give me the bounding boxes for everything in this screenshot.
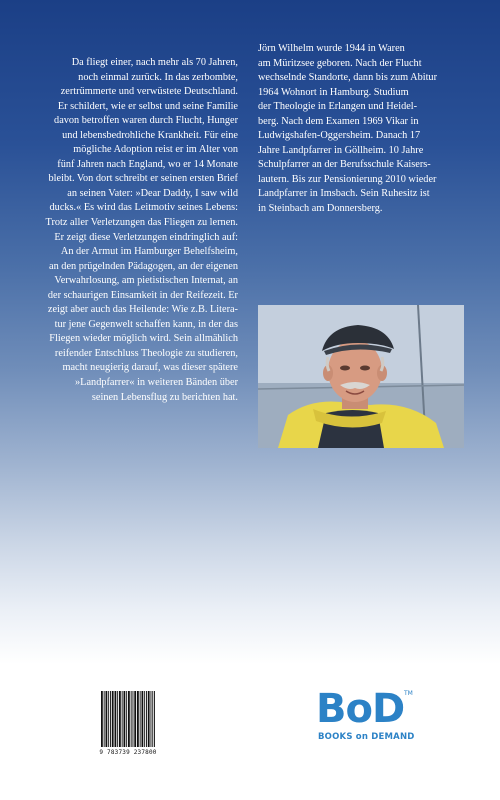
- logo-subtitle: BOOKS on DEMAND: [318, 732, 415, 742]
- blurb-line: an seinen Vater: »Dear Daddy, I saw wild: [67, 187, 238, 199]
- blurb-line: mögliche Adoption reist er im Alter von: [73, 144, 238, 156]
- isbn-barcode: [98, 689, 158, 765]
- bod-publisher-logo: [316, 688, 416, 746]
- bio-line: am Müritzsee geboren. Nach der Flucht: [258, 57, 422, 69]
- logo-trademark: TM: [404, 690, 413, 697]
- blurb-line: Er zeigt diese Verletzungen eindringlich auf:: [54, 231, 238, 243]
- blurb-line: »Landpfarrer« in weiteren Bänden über: [75, 377, 238, 389]
- bio-line: lautern. Bis zur Pensionierung 2010 wieder: [258, 173, 437, 185]
- blurb-line: an den prügelnden Pädagogen, an der eigenen: [49, 260, 238, 272]
- bio-line: 1964 Wohnort in Hamburg. Studium: [258, 86, 409, 98]
- blurb-line: fünf Jahren nach England, wo er 14 Monate: [57, 158, 238, 170]
- blurb-line: macht neugierig darauf, was dieser spätere: [62, 362, 238, 374]
- blurb-line: An der Armut im Hamburger Behelfsheim,: [60, 246, 238, 258]
- blurb-line: der schaurigen Einsamkeit in der Reifezeit. Er: [47, 289, 238, 301]
- author-bio: [258, 42, 468, 217]
- author-portrait-illustration: [258, 305, 464, 448]
- bio-line: Jahre Landpfarrer in Göllheim. 10 Jahre: [258, 144, 424, 156]
- blurb-text: [38, 56, 238, 405]
- blurb-line: seinen Lebensflug zu berichten hat.: [91, 391, 238, 403]
- barcode-bars: [98, 689, 158, 749]
- bio-line: Schulpfarrer an der Berufsschule Kaisers-: [258, 159, 431, 171]
- blurb-line: Trotz aller Verletzungen das Fliegen zu lernen.: [45, 217, 238, 229]
- bio-line: in Steinbach am Donnersberg.: [258, 203, 383, 215]
- blurb-line: Er schildert, wie er selbst und seine Familie: [57, 100, 238, 112]
- blurb-line: bleibt. Von dort schreibt er seinen ersten Brief: [48, 173, 238, 185]
- blurb-line: ducks.« Es wird das Leitmotiv seines Lebens:: [49, 202, 238, 214]
- blurb-line: davon betroffen waren durch Flucht, Hunger: [54, 115, 238, 127]
- bio-line: Landpfarrer in Imsbach. Sein Ruhesitz ist: [258, 188, 430, 200]
- logo-text: BoD: [316, 686, 405, 732]
- blurb-line: Fliegen wieder möglich wird. Sein allmählich: [49, 333, 238, 345]
- barcode-digits: 9 783739 237800: [99, 749, 157, 756]
- blurb-line: Da fliegt einer, nach mehr als 70 Jahren,: [71, 57, 238, 68]
- blurb-line: reifender Entschluss Theologie zu studieren,: [54, 347, 238, 359]
- blurb-line: zertrümmerte und verwüstete Deutschland.: [60, 86, 238, 98]
- bio-line: der Theologie in Erlangen und Heidel-: [258, 101, 418, 113]
- bio-line: Ludwigshafen-Oggersheim. Danach 17: [258, 130, 421, 142]
- bio-line: wechselnde Standorte, dann bis zum Abitur: [258, 72, 438, 84]
- blurb-line: noch einmal zurück. In das zerbombte,: [78, 71, 238, 83]
- blurb-line: tur jene Gegenwelt schaffen kann, in der das: [54, 318, 238, 330]
- author-photo: [258, 305, 464, 448]
- blurb-line: Verwahrlosung, am pietistischen Internat, an: [54, 275, 238, 287]
- bio-line: berg. Nach dem Examen 1969 Vikar in: [258, 115, 419, 127]
- bio-line: Jörn Wilhelm wurde 1944 in Waren: [258, 43, 405, 54]
- blurb-line: und lebensbedrohliche Krankheit. Für eine: [62, 129, 238, 141]
- blurb-line: zeigt aber auch das Heilende: Wie z.B. Litera-: [47, 304, 238, 316]
